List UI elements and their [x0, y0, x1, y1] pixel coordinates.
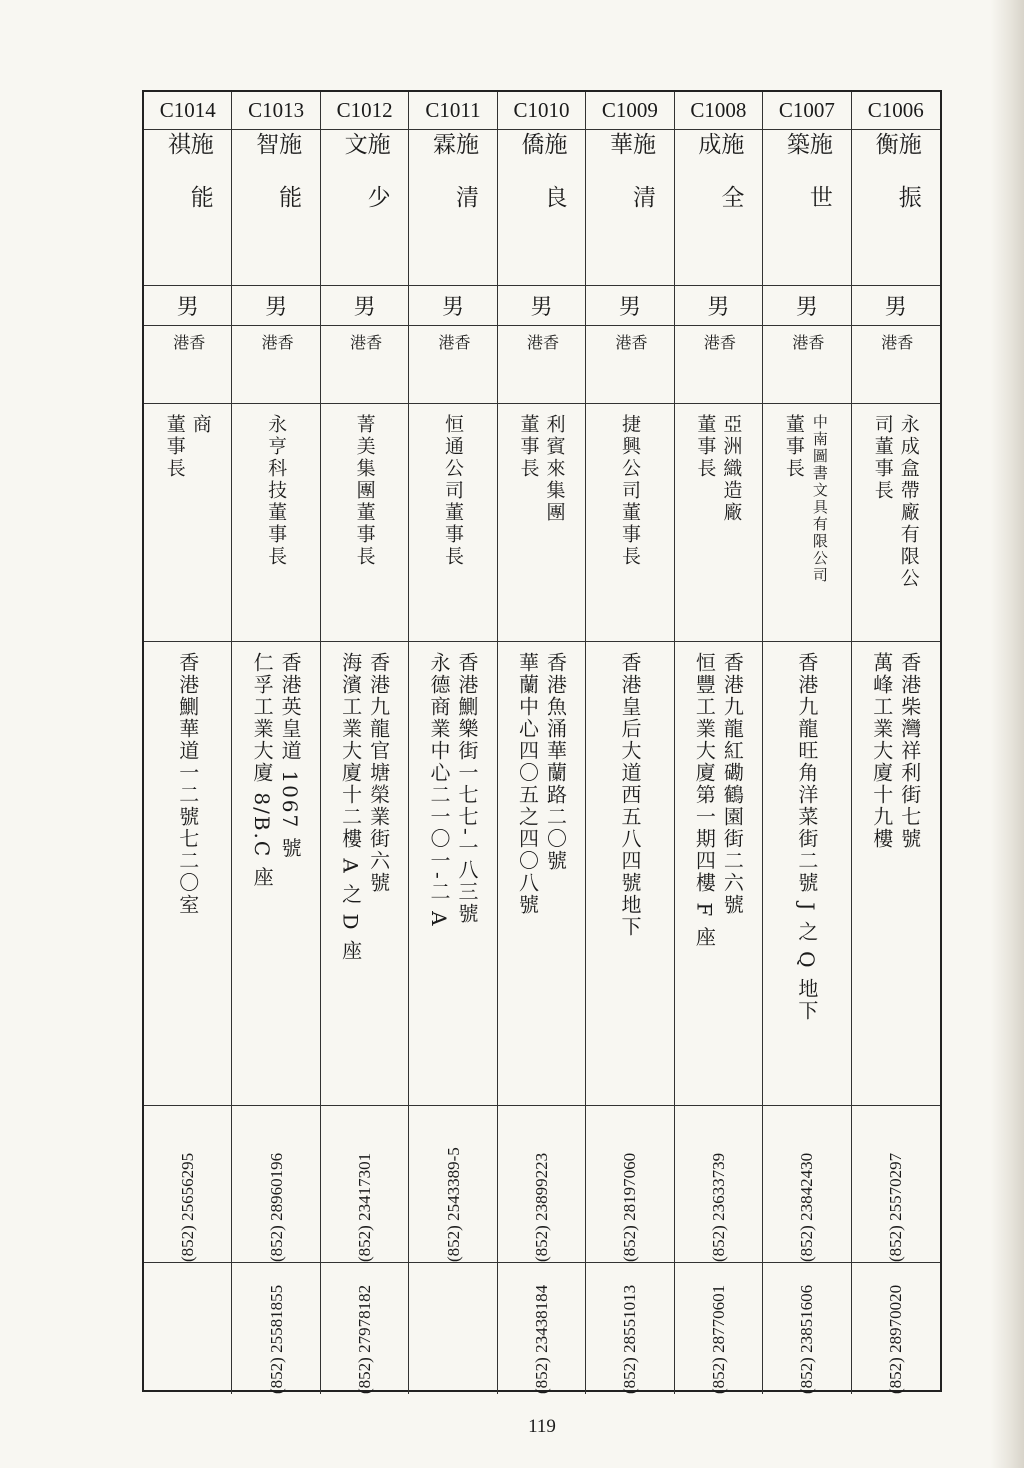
member-gender: 男 [530, 295, 553, 320]
code-cell [675, 92, 763, 130]
occupation-line: 利賓來集團 [543, 414, 566, 524]
address-line: 香港柴灣祥利街七號 [897, 652, 922, 850]
phone-cell [232, 1106, 320, 1263]
address-cell [321, 642, 409, 1106]
occupation-text: 永亨科技董事長 [265, 414, 288, 568]
occupation-text [162, 414, 214, 641]
phone-cell [144, 1106, 232, 1263]
fax-cell [144, 1263, 232, 1394]
occupation-text [870, 414, 922, 641]
address-text [248, 652, 304, 1105]
place-cell [763, 326, 851, 404]
occupation-line: 董事長 [694, 414, 717, 480]
address-text [868, 652, 924, 1105]
occupation-line: 永成盒帶廠有限公 [897, 414, 920, 590]
gender-cell [763, 286, 851, 326]
occupation-line: 中南圖書文具有限公司 [810, 414, 829, 584]
name-cell [852, 130, 940, 286]
member-name: 施良僑 [517, 132, 567, 238]
occupation-cell [675, 404, 763, 642]
address-text: 香港鰂華道一二號七二〇室 [175, 652, 200, 916]
member-place: 香港 [170, 334, 206, 373]
member-name: 施能智 [252, 132, 302, 238]
fax-cell [498, 1263, 586, 1394]
code-cell [586, 92, 674, 130]
address-cell [232, 642, 320, 1106]
phone-cell [498, 1106, 586, 1263]
name-cell [232, 130, 320, 286]
phone-number: (852) 28960196 [266, 1152, 286, 1262]
member-name: 施少文 [340, 132, 390, 238]
occupation-line: 董事長 [782, 414, 805, 480]
fax-cell [763, 1263, 851, 1394]
address-text: 香港皇后大道西五八四號地下 [617, 652, 642, 938]
occupation-line: 董事長 [517, 414, 540, 480]
address-cell [763, 642, 851, 1106]
address-line: 香港九龍紅磡鶴園街二六號 [720, 652, 745, 916]
address-text: 香港九龍旺角洋菜街二號 J 之 Q 地下 [794, 652, 819, 1022]
member-code: C1006 [867, 98, 924, 122]
member-place: 香港 [789, 334, 825, 373]
occupation-cell [321, 404, 409, 642]
place-cell [852, 326, 940, 404]
address-text [337, 652, 393, 1105]
phone-cell [409, 1106, 497, 1263]
member-code: C1009 [601, 98, 658, 122]
address-line: 香港九龍官塘榮業街六號 [366, 652, 391, 894]
address-cell [852, 642, 940, 1106]
fax-number: (852) 28551013 [620, 1284, 640, 1394]
address-line: 萬峰工業大廈十九樓 [869, 652, 894, 850]
fax-cell [675, 1263, 763, 1394]
member-gender: 男 [795, 295, 818, 320]
phone-cell [852, 1106, 940, 1263]
occupation-text: 捷興公司董事長 [618, 414, 641, 568]
phone-cell [586, 1106, 674, 1263]
member-gender: 男 [353, 295, 376, 320]
address-cell [498, 642, 586, 1106]
gender-cell [498, 286, 586, 326]
phone-number: (852) 23842430 [797, 1152, 817, 1262]
phone-cell [763, 1106, 851, 1263]
code-cell [321, 92, 409, 130]
occupation-text [692, 414, 744, 641]
member-place: 香港 [259, 334, 295, 373]
member-place: 香港 [524, 334, 560, 373]
occupation-cell [763, 404, 851, 642]
phone-number: (852) 28197060 [620, 1152, 640, 1262]
code-cell [852, 92, 940, 130]
member-place: 香港 [612, 334, 648, 373]
phone-number: (852) 25570297 [886, 1152, 906, 1262]
fax-cell [321, 1263, 409, 1394]
occupation-line: 商 [189, 414, 212, 436]
place-cell [144, 326, 232, 404]
gender-cell [675, 286, 763, 326]
member-gender: 男 [618, 295, 641, 320]
fax-number: (852) 28770601 [708, 1284, 728, 1394]
name-cell [586, 130, 674, 286]
gender-cell [232, 286, 320, 326]
member-gender: 男 [707, 295, 730, 320]
name-cell [144, 130, 232, 286]
member-code: C1011 [425, 98, 481, 122]
occupation-text [781, 414, 833, 641]
address-text [690, 652, 746, 1105]
member-name: 施清華 [605, 132, 655, 238]
code-cell [409, 92, 497, 130]
phone-number: (852) 23417301 [355, 1152, 375, 1262]
member-code: C1014 [159, 98, 216, 122]
fax-number: (852) 27978182 [355, 1284, 375, 1394]
fax-number: (852) 25581855 [266, 1284, 286, 1394]
fax-number: (852) 23438184 [531, 1284, 551, 1394]
gender-cell [409, 286, 497, 326]
member-table [142, 90, 942, 1392]
member-code: C1007 [778, 98, 835, 122]
address-line: 海濱工業大廈十二樓 A 之 D 座 [338, 652, 363, 962]
phone-number: (852) 25656295 [178, 1152, 198, 1262]
name-cell [409, 130, 497, 286]
fax-number: (852) 23851606 [797, 1284, 817, 1394]
occupation-cell [144, 404, 232, 642]
member-gender: 男 [176, 295, 199, 320]
member-name: 施全成 [694, 132, 744, 238]
member-name: 施清霖 [429, 132, 479, 238]
gender-cell [144, 286, 232, 326]
member-gender: 男 [265, 295, 288, 320]
address-cell [144, 642, 232, 1106]
place-cell [321, 326, 409, 404]
member-code: C1012 [336, 98, 393, 122]
place-cell [232, 326, 320, 404]
occupation-line: 司董事長 [871, 414, 894, 502]
occupation-cell [852, 404, 940, 642]
occupation-cell [498, 404, 586, 642]
fax-cell [852, 1263, 940, 1394]
phone-cell [321, 1106, 409, 1263]
name-cell [675, 130, 763, 286]
occupation-cell [586, 404, 674, 642]
member-gender: 男 [884, 295, 907, 320]
code-cell [232, 92, 320, 130]
address-line: 香港鰂樂街一七七-一八三號 [455, 652, 480, 925]
page-number: 119 [528, 1416, 556, 1437]
place-cell [675, 326, 763, 404]
fax-cell [409, 1263, 497, 1394]
member-code: C1010 [513, 98, 570, 122]
member-place: 香港 [436, 334, 472, 373]
member-code: C1008 [690, 98, 747, 122]
phone-number: (852) 23899223 [531, 1152, 551, 1262]
address-cell [675, 642, 763, 1106]
address-cell [409, 642, 497, 1106]
occupation-cell [232, 404, 320, 642]
code-cell [498, 92, 586, 130]
address-text [513, 652, 569, 1105]
member-place: 香港 [701, 334, 737, 373]
fax-cell [586, 1263, 674, 1394]
address-cell [586, 642, 674, 1106]
place-cell [498, 326, 586, 404]
name-cell [321, 130, 409, 286]
member-code: C1013 [248, 98, 305, 122]
page-edge-shadow [990, 0, 1024, 1468]
occupation-text: 菁美集團董事長 [353, 414, 376, 568]
member-place: 香港 [347, 334, 383, 373]
place-cell [409, 326, 497, 404]
address-text [425, 652, 481, 1105]
occupation-text: 恒通公司董事長 [442, 414, 465, 568]
phone-number: (852) 23633739 [708, 1152, 728, 1262]
address-line: 香港英皇道 1067 號 [278, 652, 303, 860]
code-cell [763, 92, 851, 130]
occupation-text [515, 414, 567, 641]
member-name: 施能祺 [163, 132, 213, 238]
address-line: 華蘭中心四〇五之四〇八號 [515, 652, 540, 916]
gender-cell [586, 286, 674, 326]
member-place: 香港 [878, 334, 914, 373]
occupation-line: 董事長 [163, 414, 186, 480]
address-line: 仁孚工業大廈 8/B.C 座 [250, 652, 275, 889]
phone-cell [675, 1106, 763, 1263]
member-gender: 男 [442, 295, 465, 320]
fax-number: (852) 28970020 [886, 1284, 906, 1394]
name-cell [498, 130, 586, 286]
fax-cell [232, 1263, 320, 1394]
address-line: 香港魚涌華蘭路二〇號 [543, 652, 568, 872]
occupation-cell [409, 404, 497, 642]
occupation-line: 亞洲織造廠 [720, 414, 743, 524]
name-cell [763, 130, 851, 286]
member-name: 施振衡 [871, 132, 921, 238]
member-name: 施世築 [782, 132, 832, 238]
gender-cell [321, 286, 409, 326]
address-line: 恒豐工業大廈第一期四樓 F 座 [692, 652, 717, 949]
code-cell [144, 92, 232, 130]
gender-cell [852, 286, 940, 326]
place-cell [586, 326, 674, 404]
phone-number: (852) 2543389-5 [443, 1147, 463, 1262]
address-line: 永德商業中心二一〇一-二 A [427, 652, 452, 928]
